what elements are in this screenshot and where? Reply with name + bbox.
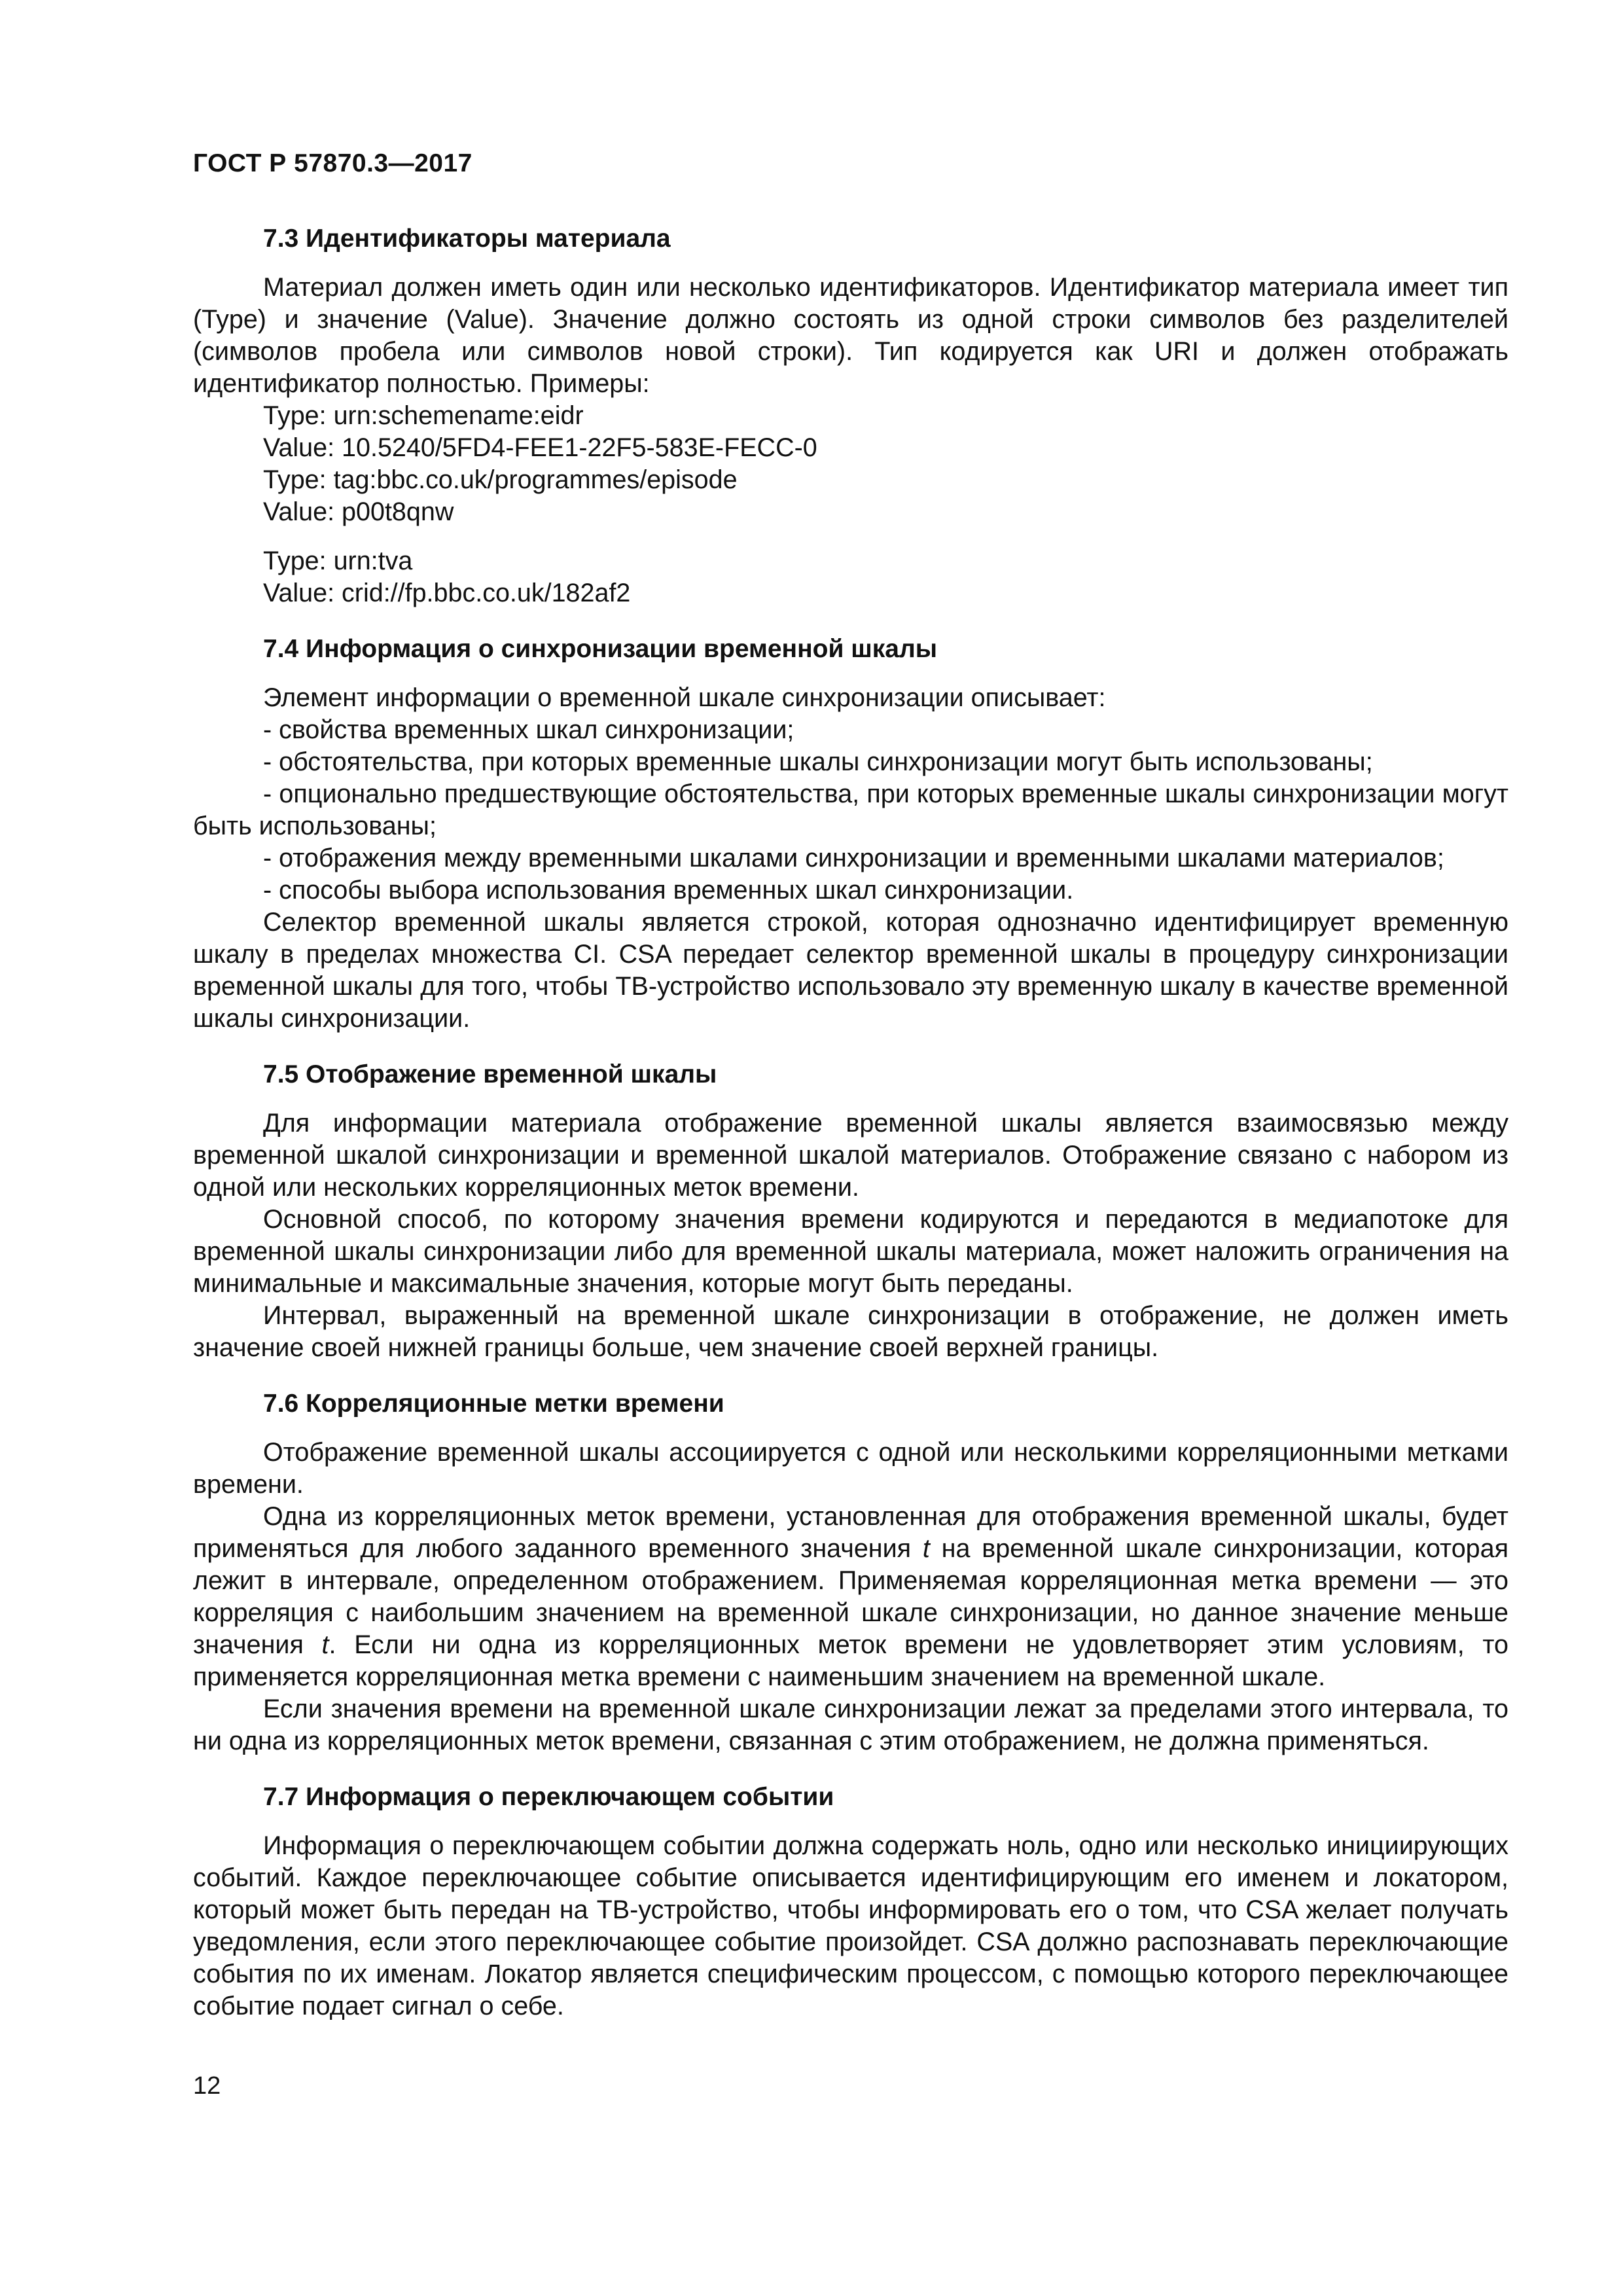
text-run: на временной шкале синхронизации, которая лежит в интервале, определенном отображением. Применяемая корреляционная метка времени — это корреляция с наибольшим значением на временной шкале синхронизации, но данное значение меньше значения <box>193 1534 1508 1659</box>
list-item: - обстоятельства, при которых временные шкалы синхронизации могут быть использованы; <box>263 747 1373 776</box>
list-item: - опционально предшествующие обстоятельства, при которых временные шкалы синхронизации могут быть использованы; <box>193 780 1508 840</box>
example-line: Value: crid://fp.bbc.co.uk/182af2 <box>263 579 631 607</box>
document-header: ГОСТ Р 57870.3—2017 <box>193 149 473 177</box>
text-run: . Если ни одна из корреляционных меток времени не удовлетворяет этим условиям, то применяется корреляционная метка времени с наименьшим значением на временной шкале. <box>193 1630 1508 1691</box>
paragraph <box>193 1501 1508 1693</box>
section-title: 7.6 Корреляционные метки времени <box>263 1390 724 1418</box>
section-title: 7.5 Отображение временной шкалы <box>263 1060 717 1088</box>
example-line: Type: tag:bbc.co.uk/programmes/episode <box>263 465 738 494</box>
paragraph: Селектор временной шкалы является строкой, которая однозначно идентифицирует временную шкалу в пределах множества CI. CSA передает селектор временной шкалы в процедуру синхронизации временной шкалы для того, чтобы ТВ-устройство использовало эту временную шкалу в качестве временной шкалы синхронизации. <box>193 908 1508 1033</box>
list-item: - свойства временных шкал синхронизации; <box>263 715 794 744</box>
text-run: Одна из корреляционных меток времени, установленная для отображения временной шкалы, будет применяться для любого заданного временного значения <box>193 1502 1508 1563</box>
example-line: Type: urn:tva <box>263 547 413 575</box>
page-number: 12 <box>193 2072 221 2100</box>
paragraph: Для информации материала отображение временной шкалы является взаимосвязью между временной шкалой синхронизации и временной шкалой материалов. Отображение связано с набором из одной или нескольких корреляционных меток времени. <box>193 1109 1508 1202</box>
variable-t: t <box>321 1630 329 1659</box>
paragraph: Элемент информации о временной шкале синхронизации описывает: <box>263 683 1106 712</box>
document-body <box>193 223 1508 2022</box>
variable-t: t <box>922 1534 930 1563</box>
list-item: - отображения между временными шкалами синхронизации и временными шкалами материалов; <box>263 844 1444 872</box>
section-title: 7.3 Идентификаторы материала <box>263 224 671 253</box>
section-title: 7.4 Информация о синхронизации временной шкалы <box>263 635 938 663</box>
paragraph: Информация о переключающем событии должна содержать ноль, одно или несколько инициирующих событий. Каждое переключающее событие описывается идентифицирующим его именем и локатором, который может быть передан на ТВ-устройство, чтобы информировать его о том, что CSA желает получать уведомления, если этого переключающее событие произойдет. CSA должно распознавать переключающие события по их именам. Локатор является специфическим процессом, с помощью которого переключающее событие подает сигнал о себе. <box>193 1831 1508 2020</box>
section-7-3 <box>193 223 1508 609</box>
paragraph: Интервал, выраженный на временной шкале синхронизации в отображение, не должен иметь значение своей нижней границы больше, чем значение своей верхней границы. <box>193 1301 1508 1362</box>
example-line: Value: 10.5240/5FD4-FEE1-22F5-583E-FECC-0 <box>263 433 817 462</box>
paragraph: Материал должен иметь один или несколько идентификаторов. Идентификатор материала имеет тип (Type) и значение (Value). Значение должно состоять из одной строки символов без разделителей (символов пробела или символов новой строки). Тип кодируется как URI и должен отображать идентификатор полностью. Примеры: <box>193 273 1508 398</box>
document-page <box>193 0 1508 2296</box>
paragraph: Если значения времени на временной шкале синхронизации лежат за пределами этого интервала, то ни одна из корреляционных меток времени, связанная с этим отображением, не должна применяться. <box>193 1695 1508 1755</box>
list-item: - способы выбора использования временных шкал синхронизации. <box>263 876 1074 905</box>
section-7-4 <box>193 633 1508 1035</box>
section-title: 7.7 Информация о переключающем событии <box>263 1783 834 1811</box>
section-7-7 <box>193 1781 1508 2022</box>
example-line: Value: p00t8qnw <box>263 497 454 526</box>
paragraph: Отображение временной шкалы ассоциируется с одной или несколькими корреляционными метками времени. <box>193 1438 1508 1499</box>
section-7-5 <box>193 1058 1508 1364</box>
paragraph: Основной способ, по которому значения времени кодируются и передаются в медиапотоке для временной шкалы синхронизации либо для временной шкалы материала, может наложить ограничения на минимальные и максимальные значения, которые могут быть переданы. <box>193 1205 1508 1298</box>
section-7-6 <box>193 1388 1508 1757</box>
example-line: Type: urn:schemename:eidr <box>263 401 584 430</box>
